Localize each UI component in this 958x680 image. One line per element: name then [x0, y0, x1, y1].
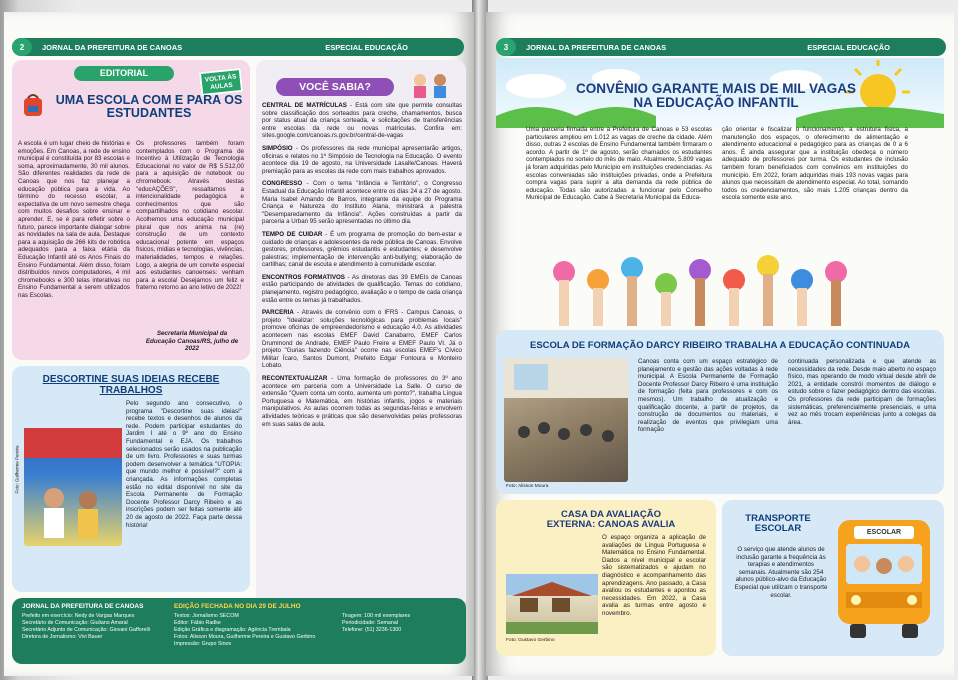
- header-section: ESPECIAL EDUCAÇÃO: [325, 42, 408, 52]
- voce-item: ENCONTROS FORMATIVOS - As diretoras das 39 EMEIs de Canoas estão participando de atividades de qualificação. Temas do cotidiano, planejamento, registro pedagógico, avaliação e o tempo de cada criança estão entre os temas já trabalhados.: [262, 273, 462, 304]
- voce-item: SIMPÓSIO - Os professores da rede municipal apresentarão artigos, oficinas e relatos no 1º Simpósio de Tecnologia na Educação. O evento acontece dia 19 de agosto, na Universidade Lasalle/Canoas. Haverá premiação para as escolas da rede com mais trabalhos aprovados.: [262, 144, 462, 175]
- voce-sabia-list: [262, 102, 462, 428]
- photo-credit: Foto: Guilherme Pereira: [14, 445, 20, 494]
- darcy-photo-credit: Foto: Alisson Moura: [506, 484, 549, 489]
- page-left: [4, 12, 474, 676]
- kids-illustration: [406, 70, 456, 100]
- descortine-box: [12, 366, 250, 592]
- voce-item: PARCERIA - Através de convênio com o IFRS - Campus Canoas, o projeto "Idealizar: soluções tecnológicas para problemas locais" promove oficinas de empreendedorismo e educação 4.0. As atividades acontecem nas escolas EMEF David Canabarro, EMEF Carlos Drummond de Andrade, EMEF Paulo Freire e EMEF Paulo VI. Já o projeto "Gurias fazendo Ciência" ocorre nas escolas EMEF's Cívico Militar Ícaro, Santos Dumont, Prefeito Edgar Fontoura e Monteiro Lobato.: [262, 309, 462, 370]
- convenio-title: CONVÊNIO GARANTE MAIS DE MIL VAGAS NA EDUCAÇÃO INFANTIL: [575, 81, 857, 110]
- header-section: ESPECIAL EDUCAÇÃO: [807, 42, 890, 52]
- voce-sabia-title: VOCÊ SABIA?: [276, 78, 394, 96]
- footer-col2: Textos: Jornalismo SECOM Editor: Fábio Radke Edição Gráfica e diagramação: Agência Trembala Fotos: Alisson Moura, Guilherme Pereira e Gustavo Gerbino Impressão: Grupo Sinos: [174, 613, 316, 647]
- page-number: 2: [12, 38, 32, 56]
- voce-item: RECONTEXTUALIZAR - Uma formação de professores do 3º ano acontece em parceria com a Universidade La Salle. O curso de extensão "Quem conta um conto, aumenta um ponto?", trabalha Língua Portuguesa e Matemática, em histórias infantis, jogos e materiais manipulativos. As aulas ocorrem todas as segundas-feiras e envolvem atividades teóricas e práticas que são desenvolvidas pelas professoras em suas salas de aula.: [262, 375, 462, 428]
- voce-item: CONGRESSO - Com o tema "Infância e Território", o Congresso Estadual da Educação Infantil acontece entre os dias 24 a 27 de agosto. Maria Isabel Amando de Barros, integrante da equipe do Programa Criança e Natureza do Instituto Alana, ministrará a palestra "Desemparedamento da Infância". Ações construídas a partir da parceria a Urban 95 serão apresentadas no último dia.: [262, 180, 462, 226]
- darcy-col2: continuada personalizada e que atende as necessidades da rede. Desde maio aberto no espaço físico, mas operando de modo virtual desde abril de 2021, a entidade constrói momentos de diálogo e estudo sobre o fazer pedagógico dentro das escolas. Os professores da rede participam de formações sistemáticas, preferencialmente presenciais, e uma vez ao mês trocam experiências junto a colegas da área.: [788, 358, 936, 426]
- editorial-col2: Os professores também foram contemplados com o Programa de Incentivo à Utilização de Tecnologia Educacional no valor de R$ 5.512,00 para a aquisição de notebook ou chromebook. Através destas "educAÇÕES", ressaltamos a intencionalidade pedagógica e conhecimentos que são compartilhados no cotidiano escolar. Acolhemos uma educação municipal plural que nos anima na (re) construção de um contexto educacional potente em espaços físicos, mídias e tecnologias, vivências, materialidades, tempos e relações. Logo, a alegria de um convite especial aos estudantes canoenses: venham para a escola! Desejamos um feliz e fraterno retorno ao ano letivo de 2022!: [136, 140, 244, 292]
- credits-footer: [12, 598, 466, 664]
- editorial-title: UMA ESCOLA COM E PARA OS ESTUDANTES: [55, 93, 243, 120]
- descortine-text: Pelo segundo ano consecutivo, o programa "Descortine suas ideias!" recebe textos e desenhos de alunos da rede. Podem participar estudantes do Jardim I até o 9º ano do Ensino Fundamental e EJA. Os trabalhos selecionados serão usados na publicação de um livro. Professores e suas turmas podem desenvolver a temática "UTOPIA: que mundo melhor é possível?" com a criançada. As informações completas estão no edital disponível no site da Escola Permanente de Formação Docente Professor Darcy Ribeiro e as inscrições podem ser feitas somente até 20 de agosto de 2022. Faça parte dessa história!: [126, 400, 242, 529]
- editorial-col1: A escola é um lugar cheio de histórias e emoções. Em Canoas, a rede de ensino municipal é constituída por 83 escolas e soma, aproximadamente, 30 mil alunos. São diferentes realidades da rede de Canoas que nos faz planejar a educação pública para a vida. Ao término do recesso escolar, a expectativa de um novo semestre chega com muitos desafios sobre ensinar e aprender. E, se é para refletir sobre o futuro, parece importante dialogar sobre as novidades na sala de aula. Destaque para a aquisição de 266 kits de robótica adequados para a faixa etária da Educação Infantil até os Anos Finais do Ensino Fundamental. Além disso, foram distribuídos novos computadores, 4 mil chromebooks e 300 telas interativas no Ensino Fundamental a serem utilizados nas Escolas.: [18, 140, 130, 299]
- transporte-text: O serviço que atende alunos de inclusão garante a frequência às terapias e atendimentos semanais. Atualmente são 254 alunos público-alvo da Educação Especial que utilizam o transporte escolar.: [734, 546, 828, 599]
- darcy-ribeiro-box: [496, 330, 944, 494]
- footer-title: JORNAL DA PREFEITURA DE CANOAS: [22, 603, 144, 610]
- school-bus-illustration: [832, 514, 936, 644]
- footer-col1: Prefeito em exercício: Nedy de Vargas Marques Secretário de Comunicação: Giuliano Amaral Secretário Adjunto de Comunicação: Giovani Gafforelli Diretora de Jornalismo: Vivi Bauer: [22, 613, 150, 640]
- voce-item: TEMPO DE CUIDAR - É um programa de promoção do bem-estar e cuidado de crianças e adolescentes da rede pública de Canoas. Envolve gestores, professores, grêmios estudantis e estudantes; e desenvolve palestras; implementação de intervenção anti-bullying; elaboração de cartilhas; canal de escuta e atendimento à comunidade escolar.: [262, 230, 462, 269]
- page-right: [486, 12, 954, 676]
- voce-item: CENTRAL DE MATRÍCULAS - Está com site que permite consultas sobre classificação dos sorteados para creche, chamamentos, busca por status atual da criança sorteada, e solicitações de transferências entre escolas da rede ou novas matrículas. Confira em: sites.google.com/canoas.rs.gov.br/central-de-vagas: [262, 102, 462, 140]
- casa-photo-credit: Foto: Gustavo Gerbino: [506, 638, 555, 643]
- header-title: JORNAL DA PREFEITURA DE CANOAS: [42, 42, 183, 52]
- footer-edition: EDIÇÃO FECHADA NO DIA 29 DE JULHO: [174, 603, 301, 610]
- bus-sign: ESCOLAR: [854, 526, 914, 539]
- page-header-right: [496, 38, 946, 56]
- casa-title: CASA DA AVALIAÇÃO EXTERNA: CANOAS AVALIA: [546, 509, 676, 530]
- convenio-col2: ção orientar e fiscalizar o funcionamento, a estrutura física, a manutenção dos espaços, o oferecimento de alimentação e atendimento educacional e pedagógico para as crianças de 0 a 6 anos. É ainda assegurar que a instituição obedeça o número adequado de professores por turma. Os estudantes de inclusão também foram beneficiados com convênios em instituições do município. Em 2022, foram adquiridas mais 193 novas vagas para alunos que necessitam de atendimento especial. Ao total, somando todos os credenciamentos, são mais 1.205 crianças dentro da escola somente este ano.: [722, 126, 908, 202]
- editorial-label: EDITORIAL: [74, 66, 174, 81]
- header-title: JORNAL DA PREFEITURA DE CANOAS: [526, 42, 667, 52]
- casa-avaliacao-box: [496, 500, 716, 656]
- convenio-col1: Uma parceria firmada entre a Prefeitura de Canoas e 53 escolas particulares ampliou em 1.012 as vagas de creche da cidade. Além disso, outras 2 escolas de Ensino Fundamental também firmaram o acordo. A partir de 1º de agosto, serão chamados os estudantes contemplados no sorteio do mês de maio. Atualmente, 5.809 vagas já foram adquiridas pelo Município em instituições credenciadas. As escolas conveniadas são instituições privadas, onde a Prefeitura compra vagas para suprir a alta demanda da rede pública de educação. Todas são autorizadas a funcionar pelo Conselho Municipal de Educação. Cabe à Secretaria Municipal da Educa-: [526, 126, 712, 202]
- back-to-school-badge: VOLTA ÀS AULAS: [199, 68, 243, 96]
- darcy-title: ESCOLA DE FORMAÇÃO DARCY RIBEIRO TRABALHA A EDUCAÇÃO CONTINUADA: [530, 340, 910, 351]
- voce-sabia-box: [256, 60, 466, 608]
- training-room-photo: [504, 358, 628, 482]
- editorial-signature: Secretaria Municipal da Educação Canoas/RS, julho de 2022: [145, 330, 239, 353]
- page-header-left: [12, 38, 464, 56]
- editorial-box: [12, 60, 250, 360]
- page-number: 3: [496, 38, 516, 56]
- transporte-box: [722, 500, 944, 656]
- casa-text: O espaço organiza a aplicação de avaliações de Língua Portuguesa e Matemática no Ensino Fundamental. Dados a nível municipal e escolar são sistematizados e ajudam no diagnóstico e acompanhamento das aprendizagens. Ano passado, a Casa avaliou os estudantes e apontou as necessidades. Em 2022, a Casa avalia as turmas entre agosto e novembro.: [602, 534, 706, 617]
- footer-col3: Tiragem: 100 mil exemplares Periodicidade: Semanal Telefone: (51) 3236-1300: [342, 613, 411, 633]
- darcy-col1: Canoas conta com um espaço estratégico de planejamento e gestão das ações voltadas à rede municipal. A Escola Permanente de Formação Docente Professor Darcy Ribeiro é uma instituição de formação (feita para professores e com os mesmos). Um trabalho de atualização e qualificação docente, a partir de projetos, da construção de documentos ou materiais, e realização de eventos que privilegiam uma formação: [638, 358, 778, 434]
- backpack-icon: [20, 92, 48, 118]
- transporte-title: TRANSPORTE ESCOLAR: [745, 513, 811, 534]
- colorful-hands-illustration: [546, 250, 866, 326]
- descortine-title: DESCORTINE SUAS IDEIAS RECEBE TRABALHOS: [42, 374, 220, 396]
